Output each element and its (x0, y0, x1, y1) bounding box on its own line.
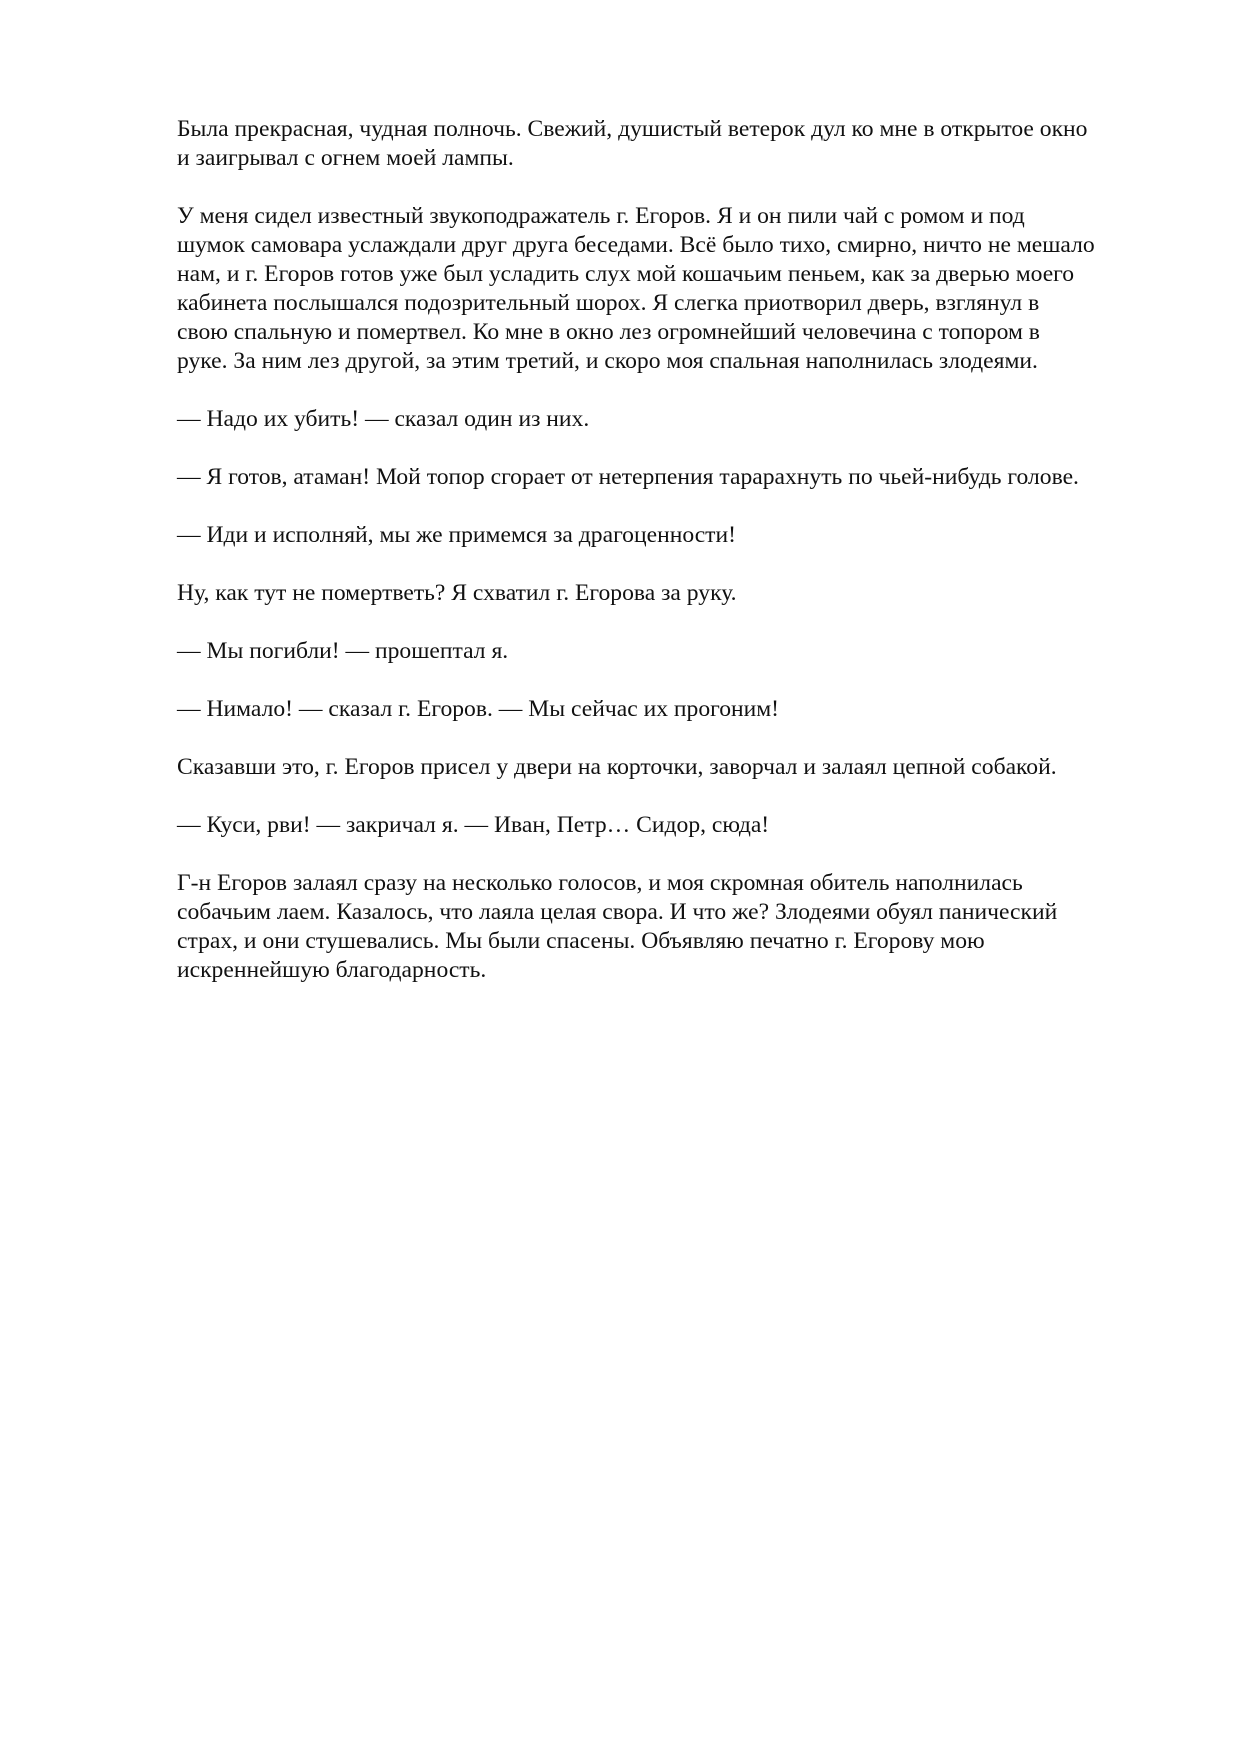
text-line: шумок самовара услаждали друг друга беседами. Всё было тихо, смирно, ничто не мешало (177, 232, 1095, 258)
paragraph-6 (177, 579, 1177, 608)
paragraph-9 (177, 753, 1177, 782)
text-line: страх, и они стушевались. Мы были спасены. Объявляю печатно г. Егорову мою (177, 928, 985, 954)
paragraph-10 (177, 811, 1177, 840)
paragraph-11 (177, 869, 1177, 985)
text-line: Сказавши это, г. Егоров присел у двери на корточки, заворчал и залаял цепной собакой. (177, 754, 1057, 780)
text-line: собачьим лаем. Казалось, что лаяла целая свора. И что же? Злодеями обуял панический (177, 899, 1058, 925)
paragraph-7 (177, 637, 1177, 666)
text-line: искреннейшую благодарность. (177, 957, 487, 983)
text-line: У меня сидел известный звукоподражатель г. Егоров. Я и он пили чай с ромом и под (177, 203, 1025, 229)
document-page (177, 115, 1177, 1014)
paragraph-5 (177, 521, 1177, 550)
text-line: — Иди и исполняй, мы же примемся за драгоценности! (177, 522, 736, 548)
paragraph-4 (177, 463, 1177, 492)
text-line: и заигрывал с огнем моей лампы. (177, 145, 514, 171)
text-line: — Мы погибли! — прошептал я. (177, 638, 509, 664)
text-line: — Надо их убить! — сказал один из них. (177, 406, 590, 432)
text-line: — Нимало! — сказал г. Егоров. — Мы сейчас их прогоним! (177, 696, 780, 722)
text-line: Г-н Егоров залаял сразу на несколько голосов, и моя скромная обитель наполнилась (177, 870, 1023, 896)
text-line: кабинета послышался подозрительный шорох. Я слегка приотворил дверь, взглянул в (177, 290, 1040, 316)
text-line: — Я готов, атаман! Мой топор сгорает от нетерпения тарарахнуть по чьей-нибудь голове. (177, 464, 1079, 490)
text-line: Была прекрасная, чудная полночь. Свежий, душистый ветерок дул ко мне в открытое окно (177, 116, 1088, 142)
text-line: нам, и г. Егоров готов уже был усладить слух мой кошачьим пеньем, как за дверью моего (177, 261, 1075, 287)
paragraph-1 (177, 115, 1177, 173)
paragraph-3 (177, 405, 1177, 434)
paragraph-8 (177, 695, 1177, 724)
paragraph-2 (177, 202, 1177, 376)
text-line: руке. За ним лез другой, за этим третий, и скоро моя спальная наполнилась злодеями. (177, 348, 1038, 374)
text-line: Ну, как тут не помертветь? Я схватил г. Егорова за руку. (177, 580, 737, 606)
text-line: — Куси, рви! — закричал я. — Иван, Петр… Сидор, сюда! (177, 812, 770, 838)
text-line: свою спальную и помертвел. Ко мне в окно лез огромнейший человечина с топором в (177, 319, 1040, 345)
